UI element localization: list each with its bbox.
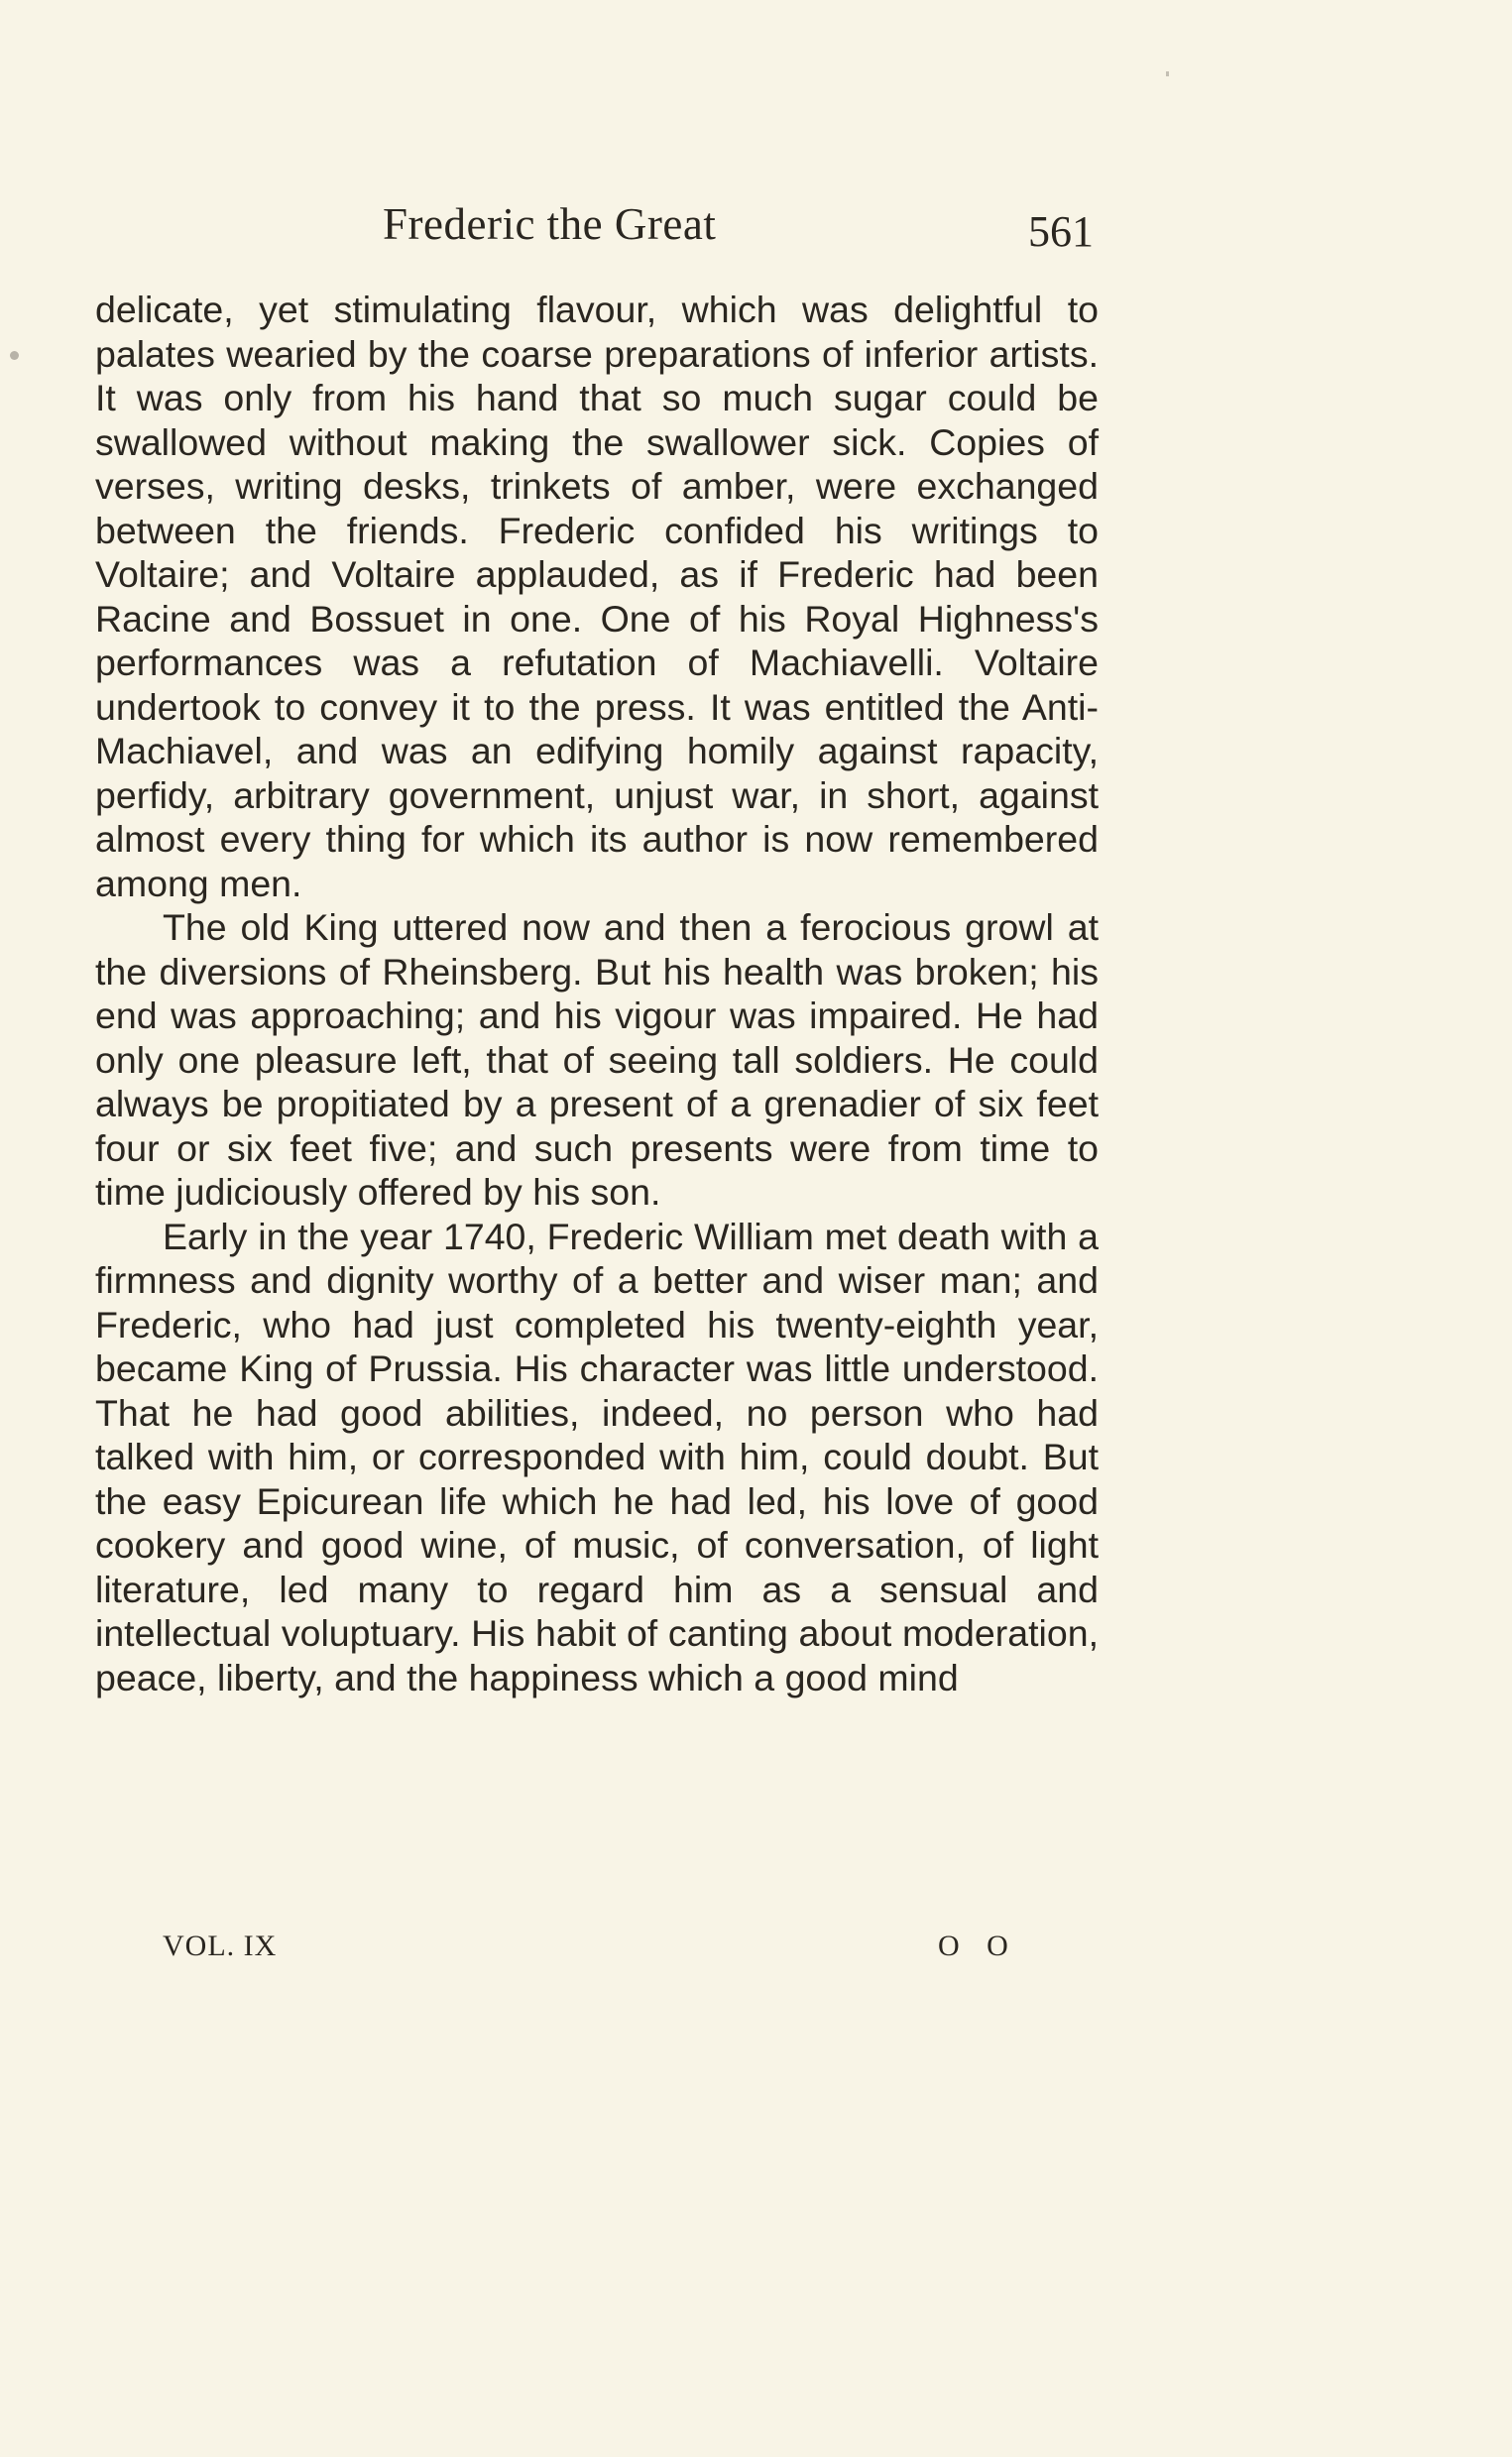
page-footer [95, 1930, 1099, 1969]
paragraph-3: Early in the year 1740, Frederic William met death with a firmness and dignity worthy of a better and wiser man; and Frederic, who had just completed his twenty-eighth year, became King of Prussia. His character was little understood. That he had good abilities, indeed, no person who had talked with him, or corresponded with him, could doubt. But the easy Epicurean life which he had led, his love of good cookery and good wine, of music, of conversation, of light literature, led many to regard him as a sensual and intellectual voluptuary. His habit of canting about moderation, peace, liberty, and the happiness which a good mind [95, 1215, 1099, 1698]
margin-speck [10, 351, 19, 360]
paragraph-1: delicate, yet stimulating flavour, which was delightful to palates wearied by the coarse preparations of inferior artists. It was only from his hand that so much sugar could be swallowed without making the swallower sick. Copies of verses, writing desks, trinkets of amber, were exchanged between the friends. Frederic confided his writings to Voltaire; and Voltaire applauded, as if Frederic had been Racine and Bossuet in one. One of his Royal Highness's performances was a refutation of Machiavelli. Voltaire undertook to convey it to the press. It was entitled the Anti-Machiavel, and was an edifying homily against rapacity, perfidy, arbitrary government, unjust war, in short, against almost every thing for which its author is now remembered among men. [95, 289, 1099, 904]
signature-mark: O O [938, 1930, 1018, 1962]
volume-label: VOL. IX [163, 1930, 278, 1962]
corner-speck [1166, 71, 1169, 76]
page-number: 561 [1028, 207, 1094, 256]
running-title: Frederic the Great [383, 199, 717, 249]
paragraph-2: The old King uttered now and then a ferocious growl at the diversions of Rheinsberg. But his health was broken; his end was approaching; and his vigour was impaired. He had only one pleasure left, that of seeing tall soldiers. He could always be propitiated by a present of a grenadier of six feet four or six feet five; and such presents were from time to time judiciously offered by his son. [95, 906, 1099, 1213]
body-text [95, 288, 1099, 1699]
page-header [95, 198, 1099, 268]
